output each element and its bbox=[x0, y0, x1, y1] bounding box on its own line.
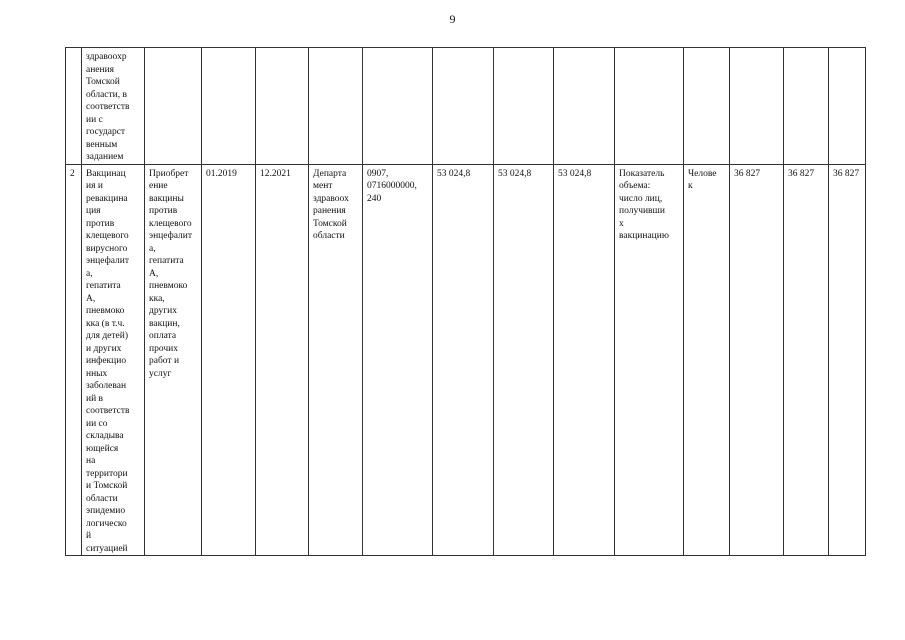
action-cell: Приобрет ение вакцины против клещевого энцефалит а, гепатита А, пневмоко кка, других вакцин, оплата прочих работ и услуг bbox=[145, 164, 202, 556]
indicator-cell bbox=[615, 48, 684, 165]
start-date-cell: 01.2019 bbox=[202, 164, 256, 556]
task-name-cell: Вакцинац ия и ревакцина ция против клещевого вирусного энцефалит а, гепатита А, пневмоко кка (в т.ч. для детей) и других инфекцио нных заболеван ий в соответств ии со складыва ющейся на территори и Томской области эпидемио логическо й ситуацией bbox=[82, 164, 145, 556]
value-cell bbox=[730, 48, 784, 165]
value-cell: 36 827 bbox=[730, 164, 784, 556]
page-number: 9 bbox=[449, 12, 456, 26]
row-number-cell bbox=[66, 48, 82, 165]
amount-cell: 53 024,8 bbox=[433, 164, 494, 556]
value-cell: 36 827 bbox=[829, 164, 866, 556]
value-cell: 36 827 bbox=[784, 164, 829, 556]
start-date-cell bbox=[202, 48, 256, 165]
amount-cell: 53 024,8 bbox=[494, 164, 554, 556]
executor-cell: Департа мент здравоох ранения Томской области bbox=[309, 164, 363, 556]
indicator-cell: Показатель объема: число лиц, получивши х вакцинацию bbox=[615, 164, 684, 556]
amount-cell bbox=[554, 48, 615, 165]
task-name-cell: здравоохр анения Томской области, в соответств ии с государст венным заданием bbox=[82, 48, 145, 165]
program-table bbox=[65, 47, 866, 556]
budget-code-cell: 0907, 0716000000, 240 bbox=[363, 164, 433, 556]
table-row bbox=[66, 48, 866, 165]
value-cell bbox=[829, 48, 866, 165]
executor-cell bbox=[309, 48, 363, 165]
value-cell bbox=[784, 48, 829, 165]
amount-cell bbox=[494, 48, 554, 165]
unit-cell: Челове к bbox=[684, 164, 730, 556]
amount-cell: 53 024,8 bbox=[554, 164, 615, 556]
amount-cell bbox=[433, 48, 494, 165]
row-number-cell: 2 bbox=[66, 164, 82, 556]
action-cell bbox=[145, 48, 202, 165]
budget-code-cell bbox=[363, 48, 433, 165]
end-date-cell bbox=[256, 48, 309, 165]
table-row bbox=[66, 164, 866, 556]
end-date-cell: 12.2021 bbox=[256, 164, 309, 556]
unit-cell bbox=[684, 48, 730, 165]
